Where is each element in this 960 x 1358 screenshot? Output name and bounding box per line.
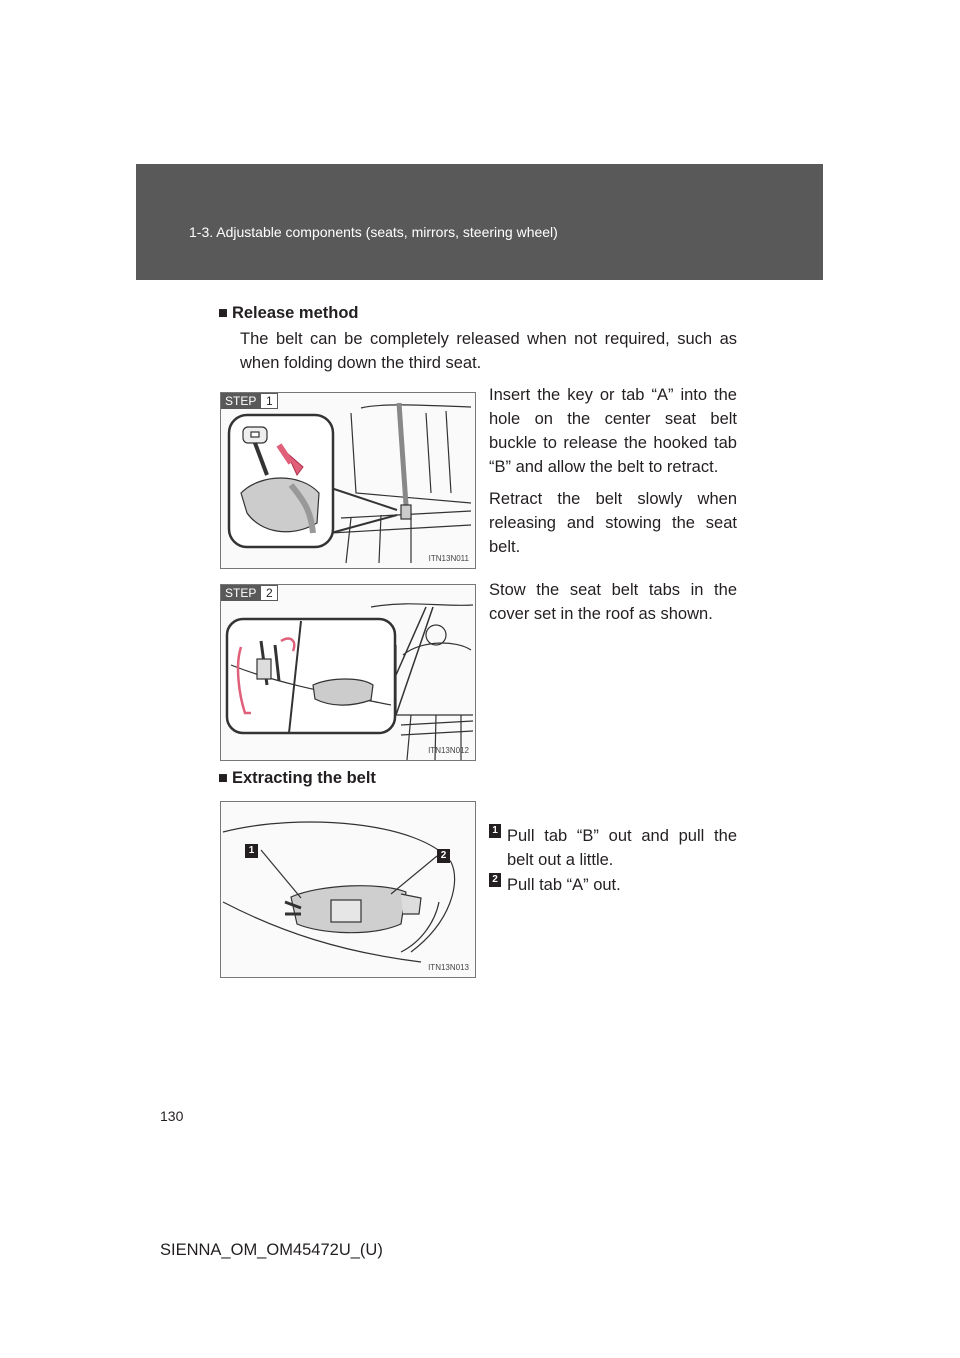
step2-figure — [220, 584, 476, 761]
number-badge: 2 — [489, 873, 501, 887]
release-method-heading: ■ Release method — [218, 304, 359, 322]
list-item: 2 Pull tab “A” out. — [489, 873, 737, 897]
square-bullet-icon: ■ — [218, 304, 228, 322]
extracting-belt-heading: ■ Extracting the belt — [218, 769, 376, 787]
page-number: 130 — [160, 1108, 184, 1124]
seat-belt-buckle-illustration — [221, 393, 475, 568]
release-intro: The belt can be completely released when not required, such as when folding down the third seat. — [240, 330, 737, 372]
roof-cover-illustration — [221, 585, 475, 760]
step1-text: Insert the key or tab “A” into the hole on the center seat belt buckle to release the hooked tab “B” and allow the belt to retract. — [489, 386, 737, 476]
list-item: 1 Pull tab “B” out and pull the belt out a little. — [489, 824, 737, 872]
chapter-header — [136, 164, 823, 280]
square-bullet-icon: ■ — [218, 769, 228, 787]
step1-label: STEP 1 — [221, 393, 278, 409]
extract-figure — [220, 801, 476, 978]
step2-label: STEP 2 — [221, 585, 278, 601]
section-title: 1-3. Adjustable components (seats, mirrors, steering wheel) — [189, 224, 558, 240]
document-code: SIENNA_OM_OM45472U_(U) — [160, 1241, 383, 1259]
step2-text: Stow the seat belt tabs in the cover set in the roof as shown. — [489, 581, 737, 623]
belt-cover-illustration — [221, 802, 475, 977]
figure-code: ITN13N012 — [428, 746, 469, 755]
number-badge: 1 — [489, 824, 501, 838]
figure-code: ITN13N013 — [428, 963, 469, 972]
callout-badge-2: 2 — [437, 849, 450, 863]
figure-code: ITN13N011 — [428, 554, 469, 563]
step1-figure — [220, 392, 476, 569]
step1-note: Retract the belt slowly when releasing and stowing the seat belt. — [489, 490, 737, 556]
callout-badge-1: 1 — [245, 844, 258, 858]
